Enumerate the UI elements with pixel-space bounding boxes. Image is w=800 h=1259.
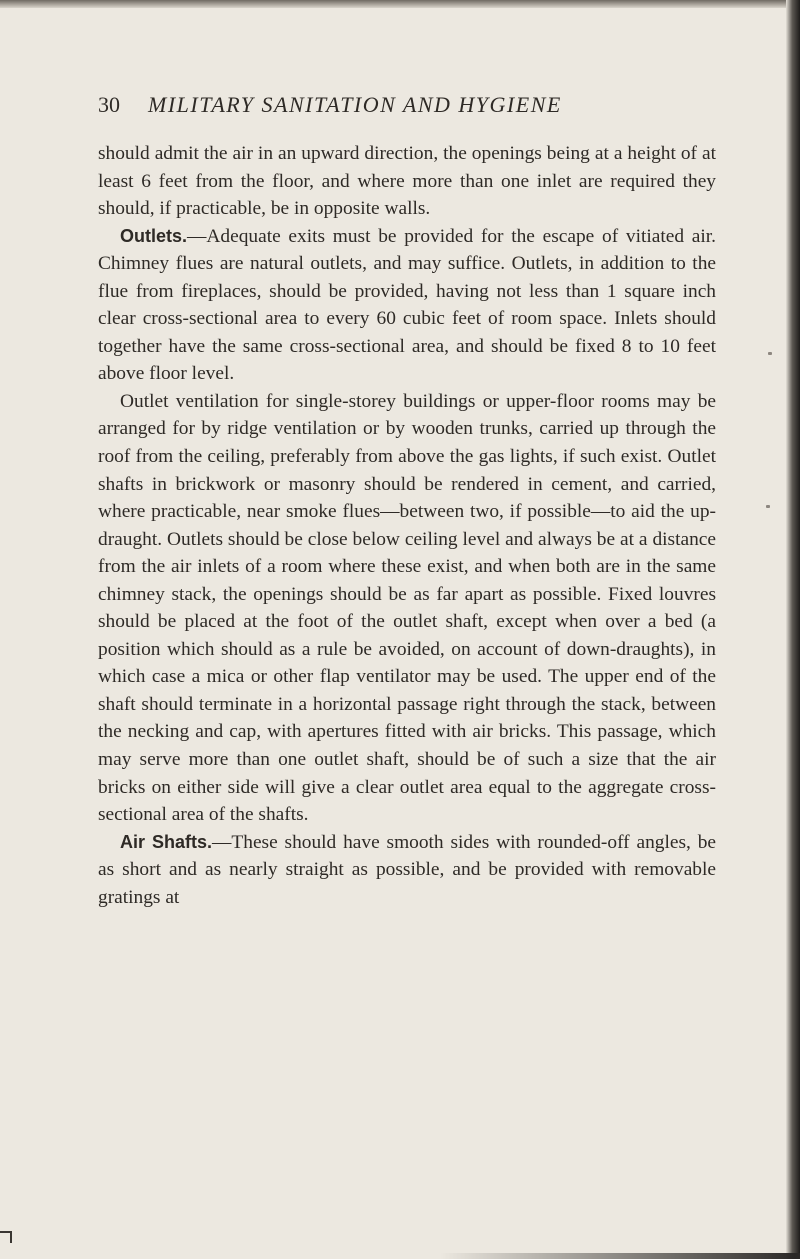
section-heading-outlets: Outlets. bbox=[120, 225, 188, 246]
running-title: MILITARY SANITATION AND HYGIENE bbox=[148, 92, 562, 117]
scan-top-edge bbox=[0, 0, 800, 8]
page-number: 30 bbox=[98, 92, 120, 117]
scan-bottom-edge bbox=[440, 1253, 800, 1259]
paragraph-text: —Adequate exits must be provided for the escape of vitiated air. Chimney flues are natural outlets, and may suffice. Outlets, in addition to the flue from fireplaces, should be provided, having not less than 1 square inch clear cross-sectional area to every 60 cubic feet of room space. Inlets should together have the same cross-sectional area, and should be fixed 8 to 10 feet above floor level. bbox=[98, 225, 716, 385]
body-text bbox=[98, 140, 716, 911]
crop-corner-mark bbox=[0, 1231, 12, 1243]
paragraph-text: Outlet ventilation for single-storey buildings or upper-floor rooms may be arranged for by ridge ventilation or by wooden trunks, carried up through the roof from the ceiling, preferably from above the gas lights, if such exist. Outlet shafts in brickwork or masonry should be rendered in cement, and carried, where practicable, near smoke flues—between two, if possible—to aid the up-draught. Outlets should be close below ceiling level and always be at a distance from the air inlets of a room where these exist, and when both are in the same chimney stack, the openings should be as far apart as possible. Fixed louvres should be placed at the foot of the outlet shaft, except when over a bed (a position which should as a rule be avoided, on account of down-draughts), in which case a mica or other flap ventilator may be used. The upper end of the shaft should terminate in a horizontal passage right through the stack, between the necking and cap, with apertures fitted with air bricks. This passage, which may serve more than one outlet shaft, should be of such a size that the air bricks on either side will give a clear outlet area equal to the aggregate cross-sectional area of the shafts. bbox=[98, 390, 716, 826]
paragraph-text: should admit the air in an upward direction, the openings being at a height of at least 6 feet from the floor, and where more than one inlet are required they should, if practicable, be in opposite walls. bbox=[98, 143, 716, 220]
paragraph bbox=[98, 829, 716, 912]
margin-speck bbox=[766, 505, 770, 508]
scan-right-edge bbox=[786, 0, 800, 1259]
paragraph-text: —These should have smooth sides with rounded-off angles, be as short and as nearly straight as possible, and be provided with removable gratings at bbox=[98, 831, 716, 908]
section-heading-air-shafts: Air Shafts. bbox=[120, 831, 213, 852]
page-header bbox=[98, 92, 718, 132]
margin-speck bbox=[768, 352, 772, 355]
paragraph bbox=[98, 223, 716, 388]
paragraph bbox=[98, 140, 716, 223]
paragraph bbox=[98, 388, 716, 829]
